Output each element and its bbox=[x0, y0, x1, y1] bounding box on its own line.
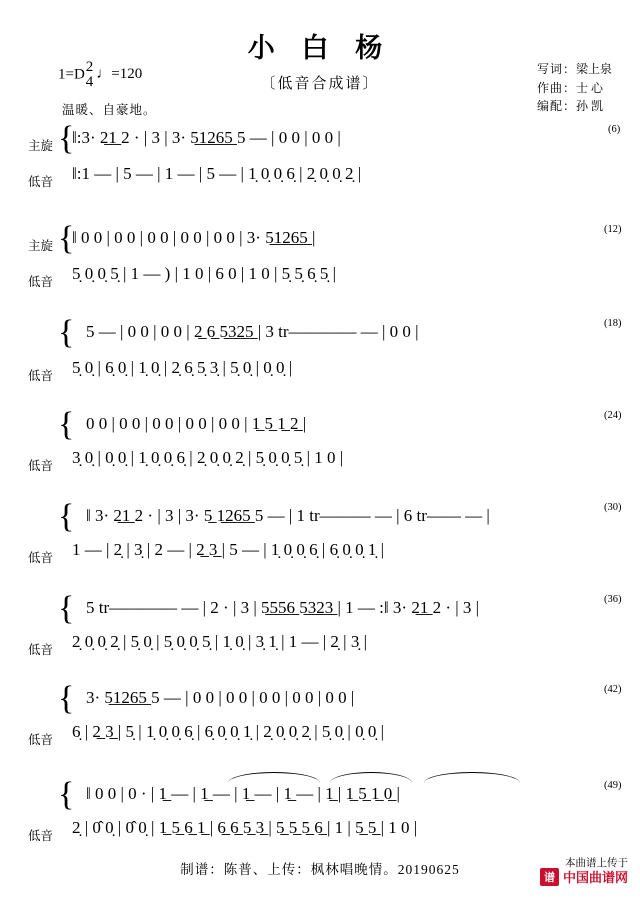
bass-line-5: 1 — | 2̣ | 3̣ | 2 — | 2̲ 3̲ | 5 — | 1̣ 0̣ 0̣ 6̣ | 6̣ 0̣ 0̣ 1̣ | bbox=[72, 540, 384, 559]
part-label-bass-5: 低音 bbox=[28, 551, 54, 565]
slur-mark-3 bbox=[424, 772, 520, 783]
measure-number-3: (18) bbox=[604, 318, 622, 329]
part-label-bass-2: 低音 bbox=[28, 275, 54, 289]
part-label-bass-6: 低音 bbox=[28, 643, 54, 657]
tempo-marking: ♩=120 bbox=[96, 66, 143, 83]
system-brace-4: { bbox=[58, 406, 75, 443]
melody-line-4: 0 0 | 0 0 | 0 0 | 0 0 | 0 0 | 1̲ 5̲ 1̲ 2̲ | bbox=[86, 414, 307, 433]
credit-composer: 作曲：士 心 bbox=[536, 80, 603, 95]
bass-line-7: 6̣ | 2̲ 3̲ | 5̣ | 1̣ 0̣ 0̣ 6̣ | 6̣ 0̣ 0̣ 1̣ | 2̣ 0̣ 0̣ 2̣ | 5̣ 0̣ | 0̣ 0̣ | bbox=[72, 722, 384, 741]
time-signature: 2 4 bbox=[85, 59, 94, 90]
system-brace-8: { bbox=[58, 776, 75, 813]
system-brace-7: { bbox=[58, 680, 75, 717]
bass-line-8: 2̣ | 0̂ 0̣ | 0̂ 0̣ | 1̲ 5̲ 6̲ 1̲ | 6̲ 6̲ 5̲ 3̲ | 5̲ 5̲ 5̲ 6̲ | 1 | 5̲ 5̲ | 1 0 | bbox=[72, 818, 418, 837]
melody-line-5: ‖ 3· 2̲1̲ 2 · | 3 | 3· 5̲ 1̲2̲6̲5̲ 5 — | 1 tr——— — | 6 tr—— — | bbox=[86, 506, 490, 525]
subtitle: 〔低音合成谱〕 bbox=[260, 76, 380, 92]
melody-line-6: 5 tr———— — | 2 · | 3 | 5̲5̲5̲6̲ 5̲3̲2̲3̲ | 1 — :‖ 3· 2̲1̲ 2 · | 3 | bbox=[86, 598, 480, 617]
measure-number-6: (36) bbox=[604, 594, 622, 605]
measure-number-4: (24) bbox=[604, 410, 622, 421]
footer-credit: 制谱：陈普、上传：枫林唱晚情。20190625 bbox=[180, 862, 460, 877]
site-badge-icon: 谱 bbox=[540, 868, 559, 886]
part-label-bass-7: 低音 bbox=[28, 733, 54, 747]
system-brace-6: { bbox=[58, 590, 75, 627]
bass-line-3: 5̣ 0̣ | 6̣ 0̣ | 1̣ 0̣ | 2̣ 6̣ 5̣ 3̣ | 5̣ 0̣ | 0̣ 0̣ | bbox=[72, 358, 293, 377]
slur-mark-1 bbox=[228, 772, 320, 783]
part-label-bass-4: 低音 bbox=[28, 459, 54, 473]
mood-marking: 温暖、自豪地。 bbox=[62, 103, 157, 117]
part-label-bass-1: 低音 bbox=[28, 175, 54, 189]
credit-arranger: 编配：孙 凯 bbox=[536, 99, 603, 114]
bass-line-1: ‖:1 — | 5 — | 1 — | 5 — | 1̣ 0̣ 0̣ 6̣ | 2̣ 0̣ 0̣ 2̣ | bbox=[72, 164, 362, 183]
site-name[interactable]: 中国曲谱网 bbox=[562, 870, 628, 885]
part-label-bass-8: 低音 bbox=[28, 829, 54, 843]
system-brace-2: { bbox=[58, 220, 75, 257]
system-brace-3: { bbox=[58, 314, 75, 351]
part-label-melody-1: 主旋 bbox=[28, 139, 54, 153]
system-brace-5: { bbox=[58, 498, 75, 535]
melody-line-7: 3· 5̲1̲2̲6̲5̲ 5 — | 0 0 | 0 0 | 0 0 | 0 0 | 0 0 | bbox=[86, 688, 355, 707]
measure-number-8: (49) bbox=[604, 780, 622, 791]
melody-line-3: 5 — | 0 0 | 0 0 | 2̲ 6̲ 5̲3̲2̲5̲ | 3 tr———— — | 0 0 | bbox=[86, 322, 419, 341]
credits-block bbox=[537, 60, 612, 116]
system-brace-1: { bbox=[58, 120, 75, 157]
site-watermark[interactable] bbox=[540, 867, 628, 886]
page-title: 小 白 杨 bbox=[247, 33, 393, 63]
measure-number-5: (30) bbox=[604, 502, 622, 513]
melody-line-8: ‖ 0 0 | 0 · | 1̲ — | 1̲ — | 1̲ — | 1̲ — | 1̲ | 1̲ 5̲ 1̲ 0̲ | bbox=[86, 784, 400, 803]
slur-mark-2 bbox=[330, 772, 412, 783]
part-label-bass-3: 低音 bbox=[28, 369, 54, 383]
melody-line-2: ‖ 0 0 | 0 0 | 0 0 | 0 0 | 0 0 | 3· 5̲1̲2̲6̲5̲ | bbox=[72, 228, 316, 247]
key-signature: 1=D bbox=[58, 66, 85, 83]
bass-line-4: 3̣ 0̣ | 0̣ 0̣ | 1̣ 0̣ 0̣ 6̣ | 2̣ 0̣ 0̣ 2̣ | 5̣ 0̣ 0̣ 5̣ | 1 0 | bbox=[72, 448, 344, 467]
bass-line-2: 5̣ 0̣ 0̣ 5̣ | 1 — ) | 1 0 | 6 0 | 1 0 | 5̣ 5̣ 6̣ 5̣ | bbox=[72, 264, 337, 283]
upload-note: 本曲谱上传于 bbox=[565, 858, 628, 869]
measure-number-1: (6) bbox=[608, 124, 621, 135]
melody-line-1: ‖:3· 2̲1̲ 2 · | 3 | 3· 5̲1̲2̲6̲5̲ 5 — | 0 0 | 0 0 | bbox=[72, 128, 341, 147]
bass-line-6: 2̣ 0̣ 0̣ 2̣ | 5̣ 0̣ | 5̣ 0̣ 0̣ 5̣ | 1̣ 0̣ | 3̣ 1̣ | 1 — | 2̣ | 3̣ | bbox=[72, 632, 367, 651]
part-label-melody-2: 主旋 bbox=[28, 239, 54, 253]
credit-lyricist: 写词：梁上泉 bbox=[536, 62, 612, 76]
measure-number-2: (12) bbox=[604, 224, 622, 235]
measure-number-7: (42) bbox=[604, 684, 622, 695]
